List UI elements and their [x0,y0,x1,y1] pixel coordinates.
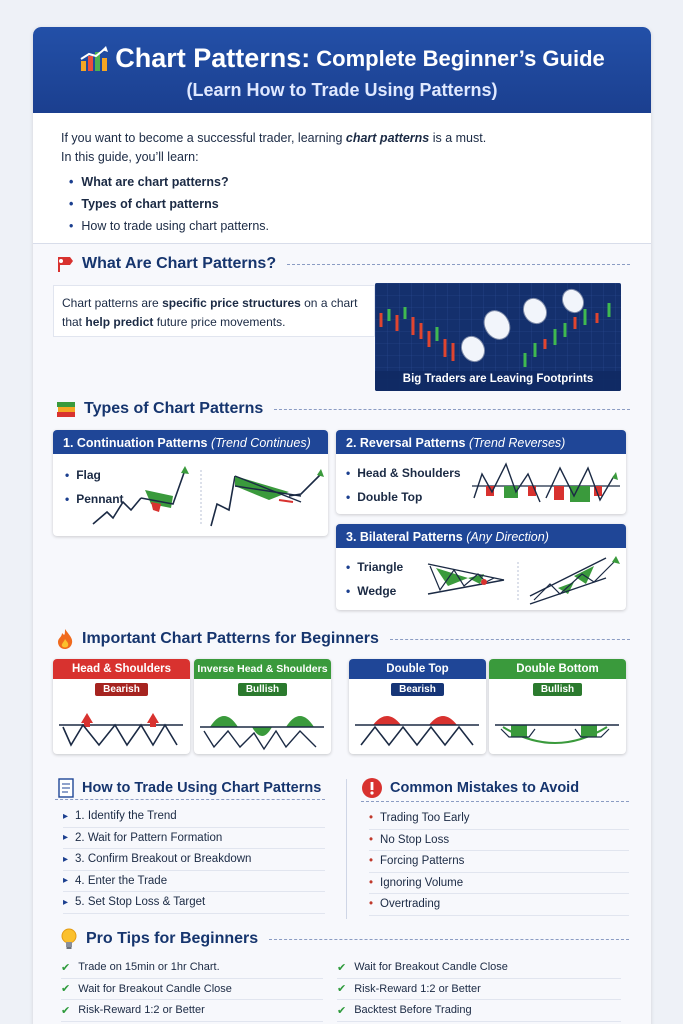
intro-line2: In this guide, you’ll learn: [61,150,199,164]
pattern-card-title: Double Top [349,659,486,679]
warning-icon [361,777,383,799]
pattern-card-double-bottom [489,659,626,754]
intro-text-end: is a must. [429,131,487,145]
howto-step: ▸ 1. Identify the Trend [63,806,325,828]
head-shoulders-double-top-diagram [470,462,622,510]
pattern-card-double-top [349,659,486,754]
continuation-item: • Flag [65,468,101,482]
pattern-tag-bullish: Bullish [533,683,582,696]
section-important-title [55,628,630,650]
what-text-bold: specific price structures [162,296,301,310]
divider [390,639,630,640]
divider [361,801,629,802]
what-text: Chart patterns are [62,296,163,310]
double-bottom-mini-chart [489,697,626,754]
howto-step: ▸ 2. Wait for Pattern Formation [63,828,325,850]
tip-text: Wait for Breakout Candle Close [354,961,508,974]
howto-step: ▸ 4. Enter the Trade [63,871,325,893]
tip-item [337,1000,621,1022]
check-icon: ✔ [61,983,71,996]
inverse-head-shoulders-mini-chart [194,697,331,754]
what-text: future price movements. [153,315,286,329]
check-icon: ✔ [337,1004,347,1017]
section-tips-title [59,927,629,951]
books-icon [55,399,77,419]
bilateral-item: • Wedge [346,584,396,598]
bilateral-card [336,524,626,610]
divider [287,264,630,265]
divider [269,939,629,940]
pattern-card-title: Inverse Head & Shoulders [194,659,331,679]
continuation-header [53,430,328,454]
what-description [53,285,375,337]
tip-text: Risk-Reward 1:2 or Better [78,1004,205,1017]
section-types-title [55,399,630,419]
double-top-mini-chart [349,697,486,754]
tip-item [61,1000,323,1022]
header-banner [33,27,651,113]
head-shoulders-mini-chart [53,697,190,754]
card-subtitle: (Trend Continues) [210,436,311,450]
column-divider [346,779,347,919]
pattern-card-title: Double Bottom [489,659,626,679]
card-subtitle: (Trend Reverses) [469,436,566,450]
mistake-item: • Overtrading [369,894,629,916]
tips-left-list [61,957,323,1022]
tips-right-list [337,957,621,1022]
howto-step: ▸ 5. Set Stop Loss & Target [63,892,325,914]
footprints-image [375,283,621,391]
bilateral-header [336,524,626,548]
guide-page [33,27,651,1024]
page-subtitle: (Learn How to Trade Using Patterns) [186,80,498,100]
section-types-heading: Types of Chart Patterns [84,400,264,417]
intro-list [61,173,623,236]
card-title: 3. Bilateral Patterns [346,530,463,544]
section-tips-heading: Pro Tips for Beginners [86,930,259,947]
intro-text: If you want to become a successful trader, learning [61,131,346,145]
card-title: 1. Continuation Patterns [63,436,208,450]
pattern-card-title: Head & Shoulders [53,659,190,679]
reversal-card [336,430,626,514]
card-title: 2. Reversal Patterns [346,436,466,450]
tip-item [337,979,621,1001]
document-icon [57,777,75,799]
reversal-item: • Head & Shoulders [346,466,461,480]
pattern-tag-bearish: Bearish [95,683,148,696]
mistake-item: • Forcing Patterns [369,851,629,873]
tip-text: Trade on 15min or 1hr Chart. [78,961,220,974]
divider [274,409,630,410]
section-howto-heading: How to Trade Using Chart Patterns [82,780,322,796]
continuation-item: • Pennant [65,492,124,506]
tip-text: Backtest Before Trading [354,1004,472,1017]
howto-step: ▸ 3. Confirm Breakout or Breakdown [63,849,325,871]
bar-chart-icon [79,46,109,72]
triangle-wedge-diagram [424,554,622,606]
pattern-tag-bearish: Bearish [391,683,444,696]
tip-item [61,957,323,979]
tip-item [337,957,621,979]
intro-item: • Types of chart patterns [69,195,623,214]
intro-section [33,113,651,244]
intro-emphasis: chart patterns [345,131,430,145]
mistake-item: • Trading Too Early [369,808,629,830]
fire-icon [55,628,75,650]
intro-item: • How to trade using chart patterns. [69,217,623,236]
title-main: Chart Patterns: [115,43,311,73]
flag-pennant-diagram [89,464,325,530]
lightbulb-icon [59,927,79,951]
pattern-card-head-shoulders [53,659,190,754]
check-icon: ✔ [337,983,347,996]
tip-item [61,979,323,1001]
section-mistakes-title [361,777,631,799]
intro-item: • What are chart patterns? [69,173,623,192]
section-what-title [55,255,630,273]
what-text: on a chart that [62,296,358,329]
section-important-heading: Important Chart Patterns for Beginners [82,630,379,647]
pattern-tag-bullish: Bullish [238,683,287,696]
section-howto-title [57,777,327,799]
pattern-card-inverse-head-shoulders [194,659,331,754]
image-caption: Big Traders are Leaving Footprints [402,373,594,385]
check-icon: ✔ [61,1004,71,1017]
bilateral-item: • Triangle [346,560,403,574]
howto-steps-list [63,806,325,914]
tip-text: Risk-Reward 1:2 or Better [354,982,481,995]
mistake-item: • Ignoring Volume [369,873,629,895]
card-subtitle: (Any Direction) [466,530,549,544]
continuation-card [53,430,328,536]
check-icon: ✔ [61,961,71,974]
mistake-item: • No Stop Loss [369,830,629,852]
tip-text: Wait for Breakout Candle Close [78,982,232,995]
mistakes-list [369,808,629,916]
title-rest: Complete Beginner’s Guide [316,45,605,71]
reversal-item: • Double Top [346,490,422,504]
check-icon: ✔ [337,961,347,974]
page-title [33,43,651,74]
section-what-heading: What Are Chart Patterns? [82,255,277,272]
section-mistakes-heading: Common Mistakes to Avoid [390,780,580,796]
intro-line1 [61,129,623,148]
tag-icon [55,255,75,273]
what-text-bold: help predict [85,315,154,329]
divider [55,799,325,800]
reversal-header [336,430,626,454]
